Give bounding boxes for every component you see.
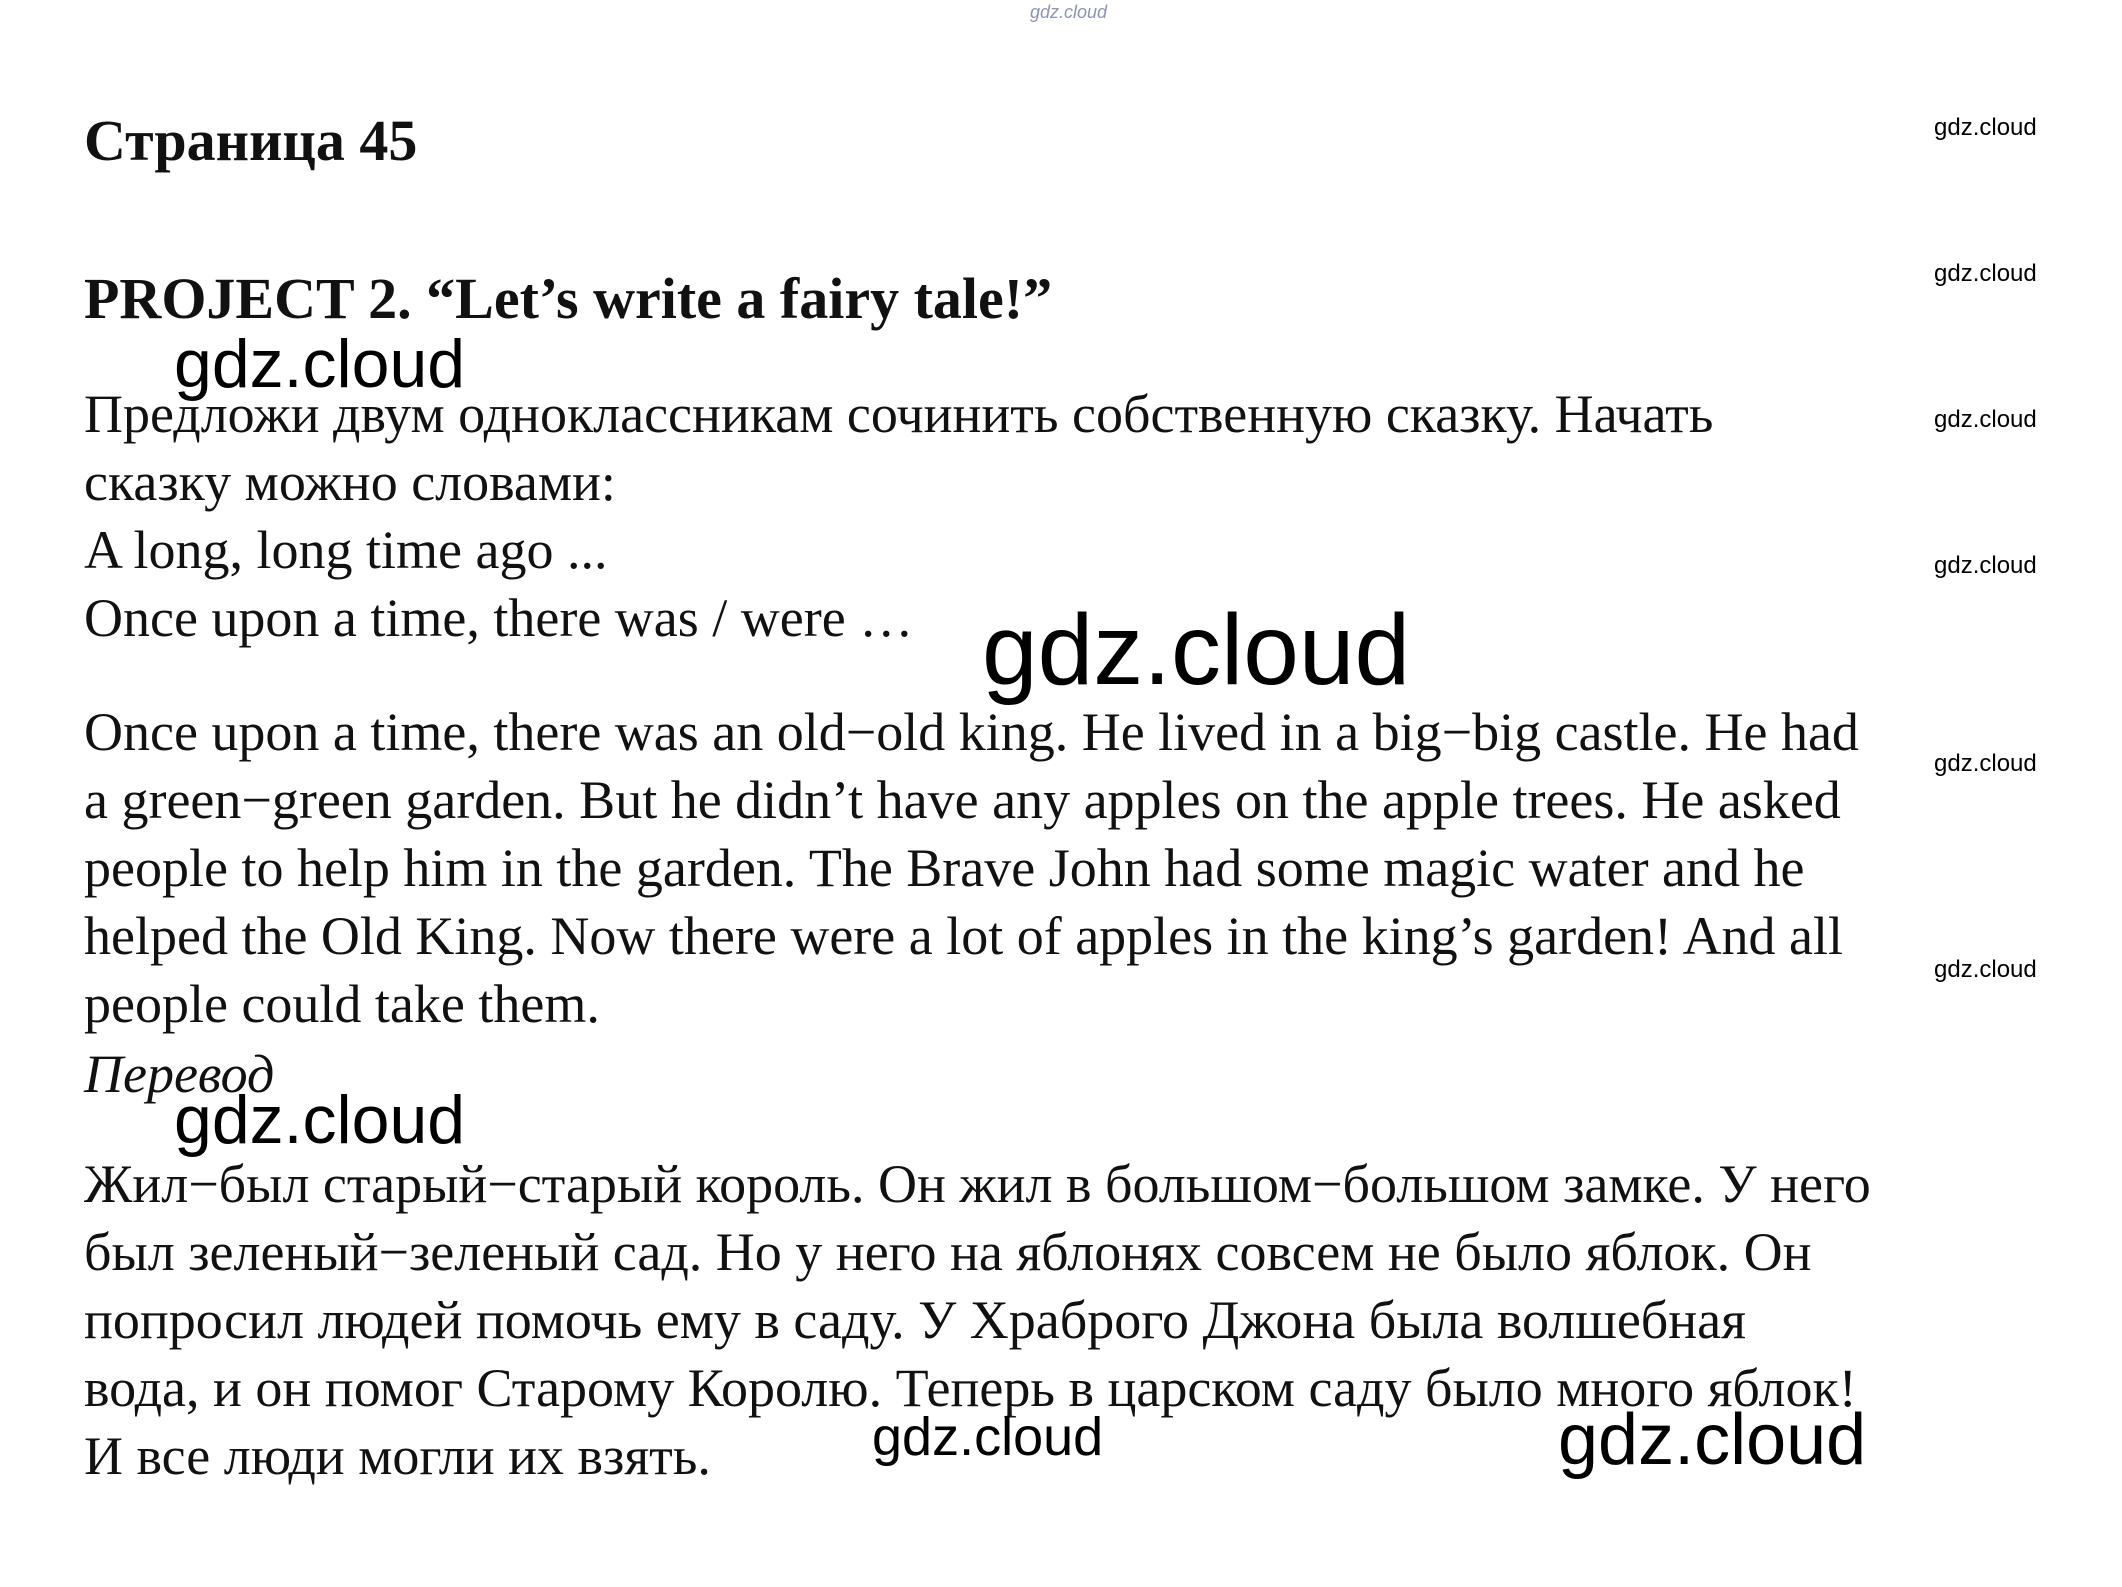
side-watermark: gdz.cloud: [1934, 260, 2037, 287]
instruction-line: сказку можно словами:: [84, 452, 616, 512]
overlay-watermark: gdz.cloud: [1558, 1400, 1867, 1480]
instruction-line: Предложи двум одноклассникам сочинить собственную сказку. Начать: [84, 384, 1714, 444]
translation-line: был зеленый−зеленый сад. Но у него на яблонях совсем не было яблок. Он: [84, 1222, 1812, 1282]
story-line: helped the Old King. Now there were a lot of apples in the king’s garden! And all: [84, 906, 1844, 966]
overlay-watermark: gdz.cloud: [174, 326, 466, 402]
translation-line: попросил людей помочь ему в саду. У Храброго Джона была волшебная: [84, 1290, 1746, 1350]
project-title: PROJECT 2. “Let’s write a fairy tale!”: [84, 266, 1053, 331]
side-watermark: gdz.cloud: [1934, 750, 2037, 777]
story-line: people could take them.: [84, 974, 600, 1034]
translation-line: Жил−был старый−старый король. Он жил в большом−большом замке. У него: [84, 1154, 1871, 1214]
page-title: Страница 45: [84, 108, 418, 173]
side-watermark: gdz.cloud: [1934, 114, 2037, 141]
story-line: a green−green garden. But he didn’t have any apples on the apple trees. He asked: [84, 770, 1841, 830]
translation-line: вода, и он помог Старому Королю. Теперь в царском саду было много яблок!: [84, 1358, 1857, 1418]
side-watermark: gdz.cloud: [1934, 406, 2037, 433]
instruction-line: Once upon a time, there was / were …: [84, 588, 914, 648]
overlay-watermark: gdz.cloud: [872, 1407, 1104, 1467]
side-watermark: gdz.cloud: [1934, 956, 2037, 983]
instruction-line: A long, long time ago ...: [84, 520, 608, 580]
side-watermark: gdz.cloud: [1934, 552, 2037, 579]
translation-label: Перевод: [84, 1044, 275, 1104]
story-line: Once upon a time, there was an old−old king. He lived in a big−big castle. He had: [84, 702, 1859, 762]
translation-line: И все люди могли их взять.: [84, 1426, 711, 1486]
story-text: [84, 698, 2084, 1038]
top-watermark: gdz.cloud: [1030, 2, 1108, 22]
overlay-watermark: gdz.cloud: [982, 594, 1411, 706]
overlay-watermark: gdz.cloud: [174, 1082, 466, 1158]
story-line: people to help him in the garden. The Brave John had some magic water and he: [84, 838, 1805, 898]
